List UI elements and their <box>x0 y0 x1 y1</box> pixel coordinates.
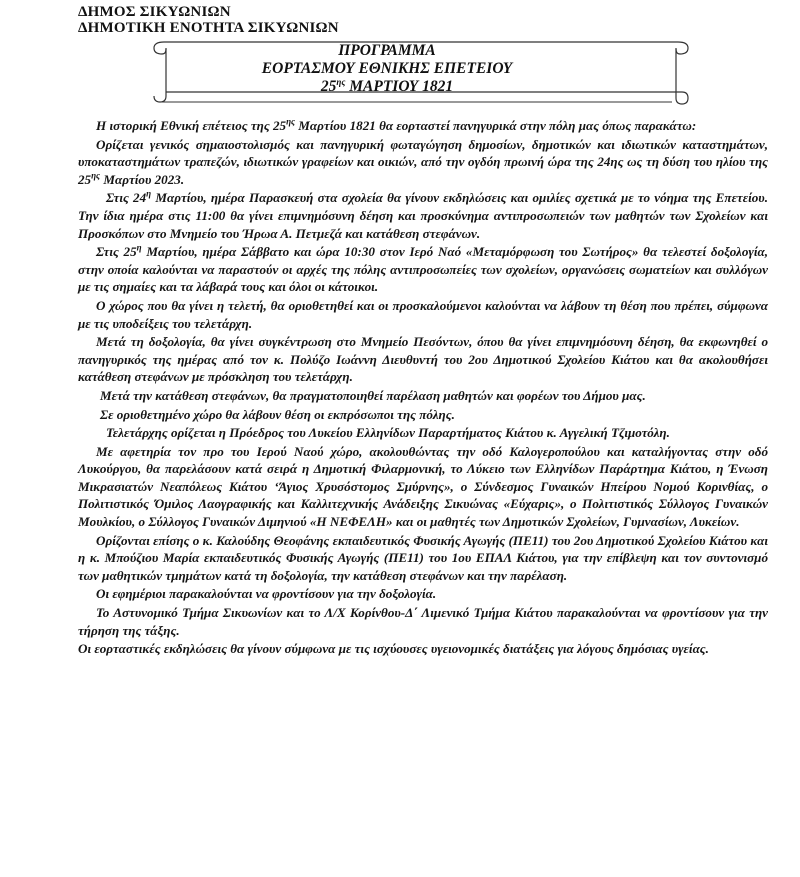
paragraph-master-of-ceremonies: Τελετάρχης ορίζεται η Πρόεδρος του Λυκείου Ελληνίδων Παραρτήματος Κιάτου κ. Αγγελική Τζιμοτόλη. <box>106 425 670 441</box>
title-date-suffix: ης <box>336 76 346 87</box>
paragraph-parade: Μετά την κατάθεση στεφάνων, θα πραγματοποιηθεί παρέλαση μαθητών και φορέων του Δήμου μας. <box>100 387 646 403</box>
paragraph-priests: Οι εφημέριοι παρακαλούνται να φροντίσουν για την δοξολογία. <box>96 586 437 602</box>
title-date-rest: ΜΑΡΤΙΟΥ 1821 <box>345 78 454 95</box>
paragraph-representatives: Σε οριοθετημένο χώρο θα λάβουν θέση οι εκπρόσωποι της πόλης. <box>100 406 455 422</box>
paragraph-flags-sup: ης <box>91 170 101 181</box>
paragraph-health: Οι εορταστικές εκδηλώσεις θα γίνουν σύμφωνα με τις ισχύουσες υγειονομικές διατάξεις για λόγους δημόσιας υγείας. <box>78 641 709 657</box>
paragraph-march-24-text-a: Στις 24 <box>106 190 147 206</box>
paragraph-intro <box>78 117 768 135</box>
paragraph-intro-sup: ης <box>286 116 296 127</box>
paragraph-intro-text-a: Η ιστορική Εθνική επέτειος της 25 <box>96 118 287 133</box>
paragraph-march-25-text-a: Στις 25 <box>96 244 137 260</box>
paragraph-march-25-text-b: Μαρτίου, ημέρα Σάββατο και ώρα 10:30 στον Ιερό Ναό «Μεταμόρφωση του Σωτήρος» θα τελεστεί δοξολογία, στην οποία καλούνται να παραστούν οι αρχές της πόλης αντιπροσωπείες των σχολείων, οργανώσεις σωματείων και συλλόγων με τις σημαίες και τα λάβαρά τους και όλοι οι κάτοικοι. <box>78 244 769 295</box>
paragraph-flags-text-a: Ορίζεται γενικός σημαιοστολισμός και πανηγυρική φωταγώγηση δημοσίων, δημοτικών και ιδιωτικών καταστημάτων, υποκαταστημάτων τραπεζών, ιδιωτικών γραφείων και οικιών, από την ογδόη πρωινή ώρα της 24ης ως τη δύση του ηλίου της 25 <box>78 136 768 187</box>
paragraph-parade-route: Με αφετηρία τον προ του Ιερού Ναού χώρο, ακολουθώντας την οδό Καλογεροπούλου και καταλήγοντας στην οδό Λυκούργου, θα παρελάσουν κατά σειρά η Δημοτική Φιλαρμονική, το Λύκειο των Ελληνίδων Παράρτημα Κιάτου, η Ένωση Μικρασιατών Νεαπόλεως Κιάτου ‘Άγιος Χρυσόστομος Σμύρνης», ο Σύνδεσμος Γυναικών Ηπείρου Νομού Κορινθίας, ο Πολιτιστικός Όμιλος Λαογραφικής και Καλλιτεχνικής Ανάδειξης Σικυώνας «Εύχαρις», ο Πολιτιστικός Σύλλογος Γυναικών Μουλκίου, ο Σύλλογος Γυναικών Διμηνιού «Η ΝΕΦΕΛΗ» και οι μαθητές των Δημοτικών Σχολείων, Γυμνασίων, Λυκείων. <box>78 443 768 530</box>
title-line-celebration: ΕΟΡΤΑΣΜΟΥ ΕΘΝΙΚΗΣ ΕΠΕΤΕΙΟΥ <box>261 60 513 77</box>
title-line-program: ΠΡΟΓΡΑΜΜΑ <box>338 42 436 59</box>
paragraph-march-24 <box>78 189 768 242</box>
letterhead <box>78 4 339 36</box>
paragraph-ceremony-area: Ο χώρος που θα γίνει η τελετή, θα οριοθετηθεί και οι προσκαλούμενοι καλούνται να λάβουν τη θέση που πρέπει, σύμφωνα με τις υποδείξεις του τελετάρχη. <box>78 297 768 331</box>
paragraph-police: Το Αστυνομικό Τμήμα Σικυωνίων και το Λ/Χ Κορίνθου-Δ΄ Λιμενικό Τμήμα Κιάτου παρακαλούνται να φροντίσουν για την τήρηση της τάξης. <box>78 605 768 638</box>
paragraph-flags-text-b: Μαρτίου 2023. <box>100 171 185 187</box>
document-title <box>152 42 622 96</box>
title-date-day: 25 <box>320 78 337 95</box>
paragraph-intro-text-b: Μαρτίου 1821 θα εορταστεί πανηγυρικά στην πόλη μας όπως παρακάτω: <box>295 118 697 133</box>
municipal-unit-name: ΔΗΜΟΤΙΚΗ ΕΝΟΤΗΤΑ ΣΙΚΥΩΝΙΩΝ <box>78 20 339 36</box>
paragraph-march-25 <box>78 243 768 296</box>
paragraph-march-25-sup: η <box>136 242 142 253</box>
paragraph-march-24-text-b: Μαρτίου, ημέρα Παρασκευή στα σχολεία θα γίνουν εκδηλώσεις και ομιλίες σχετικά με το νόημα της Επετείου. Την ίδια ημέρα στις 11:00 θα γίνει επιμνημόσυνη δέηση και προσκύνημα αντιπροσωπειών των μαθητών των Σχολείων και Προσκόπων στο Μνημείο του Ήρωα Α. Πετμεζά και κατάθεση στεφάνων. <box>78 190 768 241</box>
document-body <box>78 117 768 659</box>
paragraph-memorial: Μετά τη δοξολογία, θα γίνει συγκέντρωση στο Μνημείο Πεσόντων, όπου θα γίνει επιμνημόσυνη δέηση, θα εκφωνηθεί ο πανηγυρικός της ημέρας από τον κ. Πολύζο Ιωάννη Διευθυντή του 2ου Δημοτικού Σχολείου Κιάτου και θα ακολουθήσει κατάθεση στεφάνων με πρόσκληση του τελετάρχη. <box>78 334 768 385</box>
paragraph-supervisors: Ορίζονται επίσης ο κ. Καλούδης Θεοφάνης εκπαιδευτικός Φυσικής Αγωγής (ΠΕ11) του 2ου Δημοτικού Σχολείου Κιάτου και η κ. Μπούζιου Μαρία εκπαιδευτικός Φυσικής Αγωγής (ΠΕ11) του 1ου ΕΠΑΛ Κιάτου, για την επίβλεψη και τον συντονισμό των μαθητικών τμημάτων κατά τη δοξολογία, την κατάθεση στεφάνων και την παρέλαση. <box>78 532 768 583</box>
paragraph-flags <box>78 136 768 189</box>
municipality-name: ΔΗΜΟΣ ΣΙΚΥΩΝΙΩΝ <box>78 4 231 20</box>
paragraph-march-24-sup: η <box>146 189 152 200</box>
title-line-date <box>152 78 622 96</box>
